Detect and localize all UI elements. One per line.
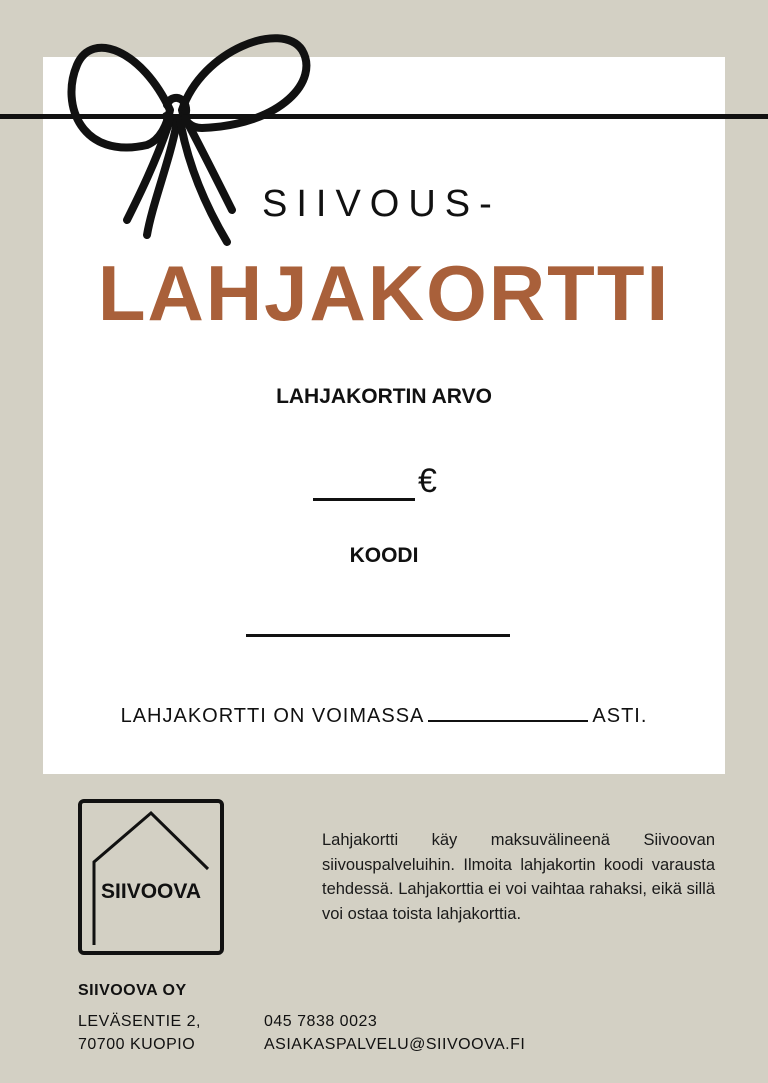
value-field xyxy=(313,462,437,501)
phone-number: 045 7838 0023 xyxy=(264,1013,378,1030)
company-name: SIIVOOVA OY xyxy=(78,982,187,999)
title-siivous: SIIVOUS- xyxy=(262,183,501,225)
address-line-2: 70700 KUOPIO xyxy=(78,1036,196,1053)
code-blank-line xyxy=(246,634,510,637)
siivoova-logo xyxy=(78,799,224,955)
currency-symbol: € xyxy=(418,462,437,500)
address-line-1: LEVÄSENTIE 2, xyxy=(78,1013,201,1030)
logo-text: SIIVOOVA xyxy=(101,880,201,903)
title-lahjakortti: LAHJAKORTTI xyxy=(97,249,671,337)
validity-text xyxy=(0,702,768,728)
email-address: ASIAKASPALVELU@SIIVOOVA.FI xyxy=(264,1036,526,1053)
code-label: KOODI xyxy=(349,544,419,567)
validity-after: ASTI. xyxy=(592,705,648,727)
gift-card-value-label: LAHJAKORTIN ARVO xyxy=(276,385,492,408)
validity-before: LAHJAKORTTI ON VOIMASSA xyxy=(120,705,425,727)
house-logo-icon xyxy=(78,799,224,955)
value-blank-line xyxy=(313,468,415,501)
validity-date-blank xyxy=(428,702,588,722)
info-paragraph: Lahjakortti käy maksuvälineenä Siivoovan siivouspalveluihin. Ilmoita lahjakortin koodi varausta tehdessä. Lahjakorttia ei voi vaihtaa rahaksi, eikä sillä voi ostaa toista lahjakorttia. xyxy=(322,831,715,923)
